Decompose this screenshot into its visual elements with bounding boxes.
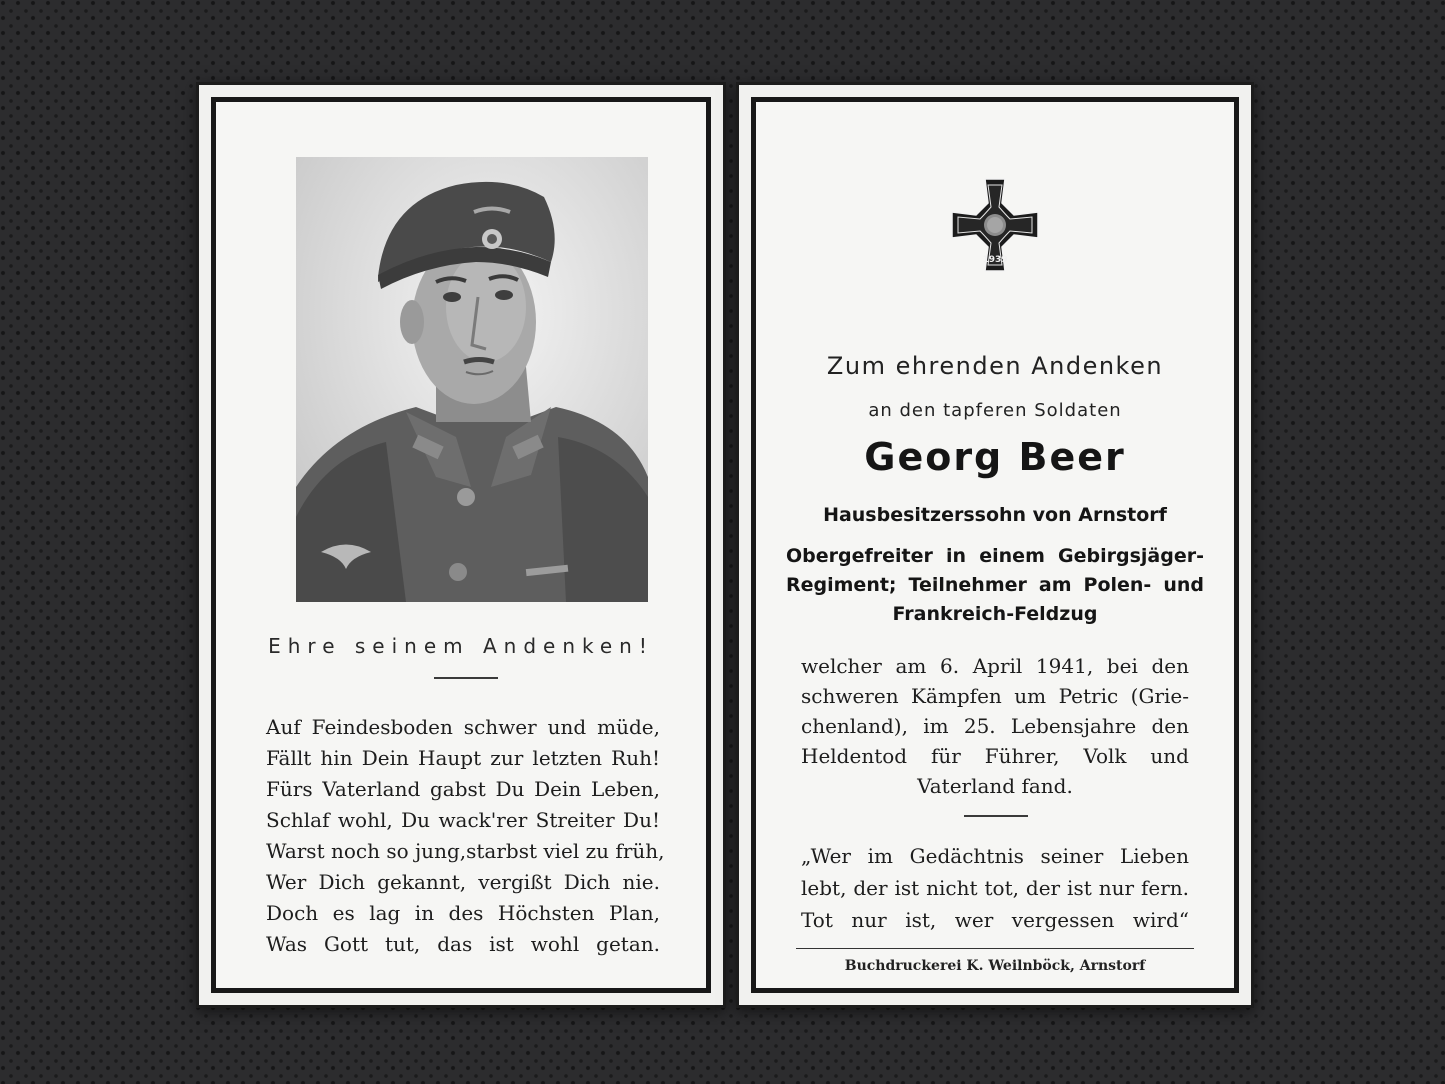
black-border-frame [211,97,711,993]
death-line: Heldentod für Führer, Volk und [801,744,1189,768]
poem-line: Doch es lag in des Höchsten Plan, [266,901,660,925]
poem [266,712,665,960]
rank-line: Regiment; Teilnehmer am Polen- und [786,574,1204,596]
quote-line: „Wer im Gedächtnis seiner Lieben [801,844,1189,868]
quote-line: lebt, der ist nicht tot, der ist nur fern. [801,876,1189,900]
poem-line: Fällt hin Dein Haupt zur letzten Ruh! [266,746,660,770]
printer-divider [796,948,1194,949]
poem-line: Schlaf wohl, Du wack'rer Streiter Du! [266,808,660,832]
black-border-frame [751,97,1239,993]
poem-line: Was Gott tut, das ist wohl getan. [266,932,660,956]
poem-line: Fürs Vaterland gabst Du Dein Leben, [266,777,660,801]
poem-line: Auf Feindesboden schwer und müde, [266,715,660,739]
divider [964,815,1028,817]
rank-line: Frankreich-Feldzug [892,603,1098,625]
quote [801,840,1189,936]
iron-cross-icon [950,177,1040,273]
poem-line: Warst noch so jung,starbst viel zu früh, [266,839,665,863]
printer-credit: Buchdruckerei K. Weilnböck, Arnstorf [844,958,1146,974]
quote-line: Tot nur ist, wer vergessen wird“ [801,908,1189,932]
death-line: welcher am 6. April 1941, bei den [801,654,1189,678]
poem-line: Wer Dich gekannt, vergißt Dich nie. [266,870,660,894]
death-line: schweren Kämpfen um Petric (Grie- [801,684,1189,708]
soldier-name: Georg Beer [864,435,1126,479]
rank-line: Obergefreiter in einem Gebirgsjäger- [786,545,1204,567]
origin-line: Hausbesitzerssohn von Arnstorf [823,504,1167,526]
left-heading: Ehre seinem Andenken! [268,634,654,658]
death-line: chenland), im 25. Lebensjahre den [801,714,1189,738]
rank-description [786,542,1204,629]
death-notice [801,651,1189,801]
memorial-card-right [736,82,1254,1008]
soldier-line: an den tapferen Soldaten [868,400,1122,421]
memory-line: Zum ehrenden Andenken [826,352,1164,380]
death-line: Vaterland fand. [917,774,1073,798]
cross-year: 1939 [982,255,1008,265]
memorial-card-left [196,82,726,1008]
soldier-portrait-photo [296,157,648,602]
divider [434,677,498,679]
